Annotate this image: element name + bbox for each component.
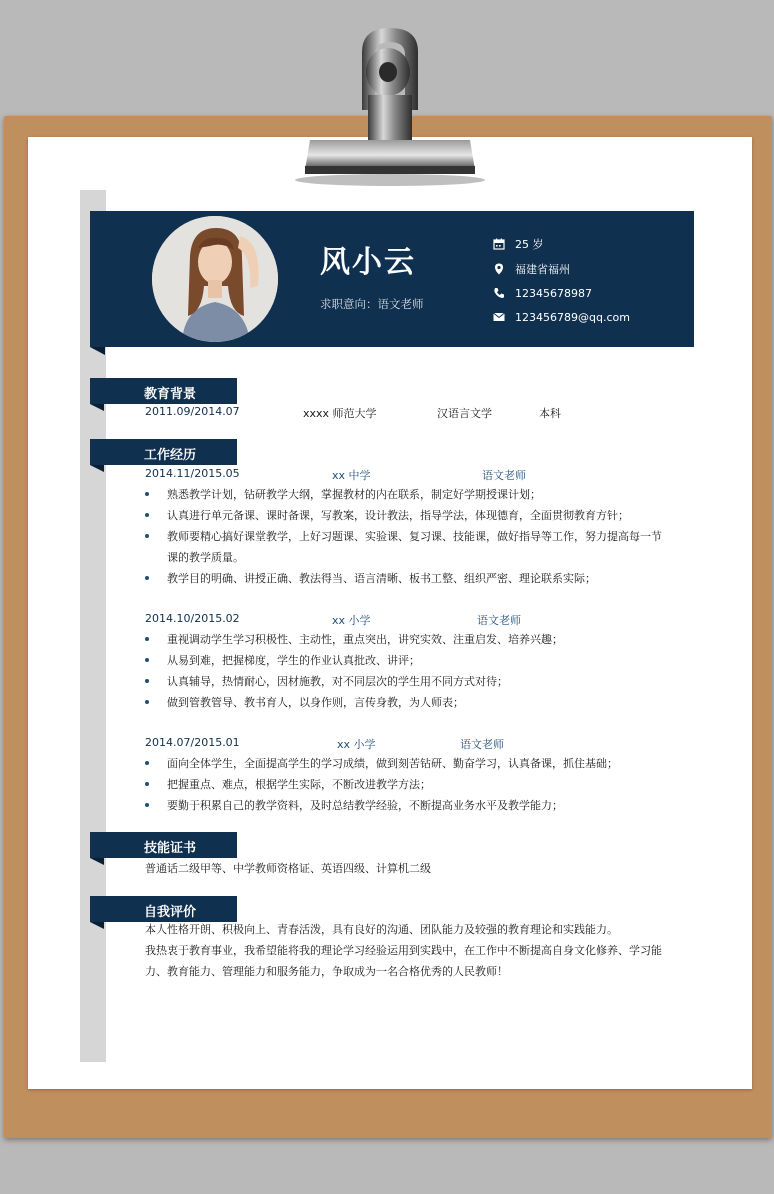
- list-item-text: 认真进行单元备课、课时备课，写教案，设计教法，指导学法，体现德育，全面贯彻教育方针；: [167, 509, 629, 522]
- section-fold: [90, 922, 104, 929]
- job-3-role: 语文老师: [460, 738, 504, 751]
- list-item: [145, 795, 665, 816]
- list-item-text: 把握重点、难点，根据学生实际，不断改进教学方法；: [167, 778, 431, 791]
- section-education-label: 教育背景: [144, 387, 197, 402]
- list-item-text: 教师要精心搞好课堂教学，上好习题课、实验课、复习课、技能课，做好指导等工作，努力提高每一节课的教学质量。: [167, 530, 662, 564]
- section-education-title: [90, 378, 237, 404]
- list-item-text: 从易到难，把握梯度，学生的作业认真批改、讲评；: [167, 654, 420, 667]
- section-work-title: [90, 439, 237, 465]
- section-fold: [90, 858, 104, 865]
- list-item: [145, 753, 665, 774]
- contact-email-text: 123456789@qq.com: [515, 310, 630, 324]
- list-item: [145, 505, 665, 526]
- list-item: [145, 671, 665, 692]
- list-item: [145, 629, 665, 650]
- section-skills-label: 技能证书: [144, 841, 197, 856]
- contact-location-text: 福建省福州: [515, 263, 570, 276]
- job-3-org: xx 小学: [337, 738, 376, 751]
- section-self-label: 自我评价: [144, 905, 197, 920]
- section-fold: [90, 404, 104, 411]
- job-objective: 求职意向：语文老师: [320, 297, 424, 311]
- list-item: [145, 650, 665, 671]
- contact-email[interactable]: [493, 310, 630, 324]
- list-item-text: 教学目的明确、讲授正确、教法得当、语言清晰、板书工整、组织严密、理论联系实际；: [167, 572, 596, 585]
- phone-icon: [493, 287, 505, 299]
- list-item: [145, 484, 665, 505]
- list-item-text: 要勤于积累自己的教学资料，及时总结教学经验，不断提高业务水平及教学能力；: [167, 799, 563, 812]
- contact-phone: [493, 286, 592, 300]
- list-item: [145, 774, 665, 795]
- list-item: [145, 692, 665, 713]
- job-2-org: xx 小学: [332, 614, 371, 627]
- job-3-date: 2014.07/2015.01: [145, 736, 240, 749]
- section-fold: [90, 465, 104, 472]
- location-icon: [493, 263, 505, 275]
- education-school: xxxx 师范大学: [303, 407, 377, 420]
- contact-location: [493, 262, 570, 276]
- list-item: [145, 568, 665, 589]
- portrait-icon: [152, 216, 278, 342]
- binder-clip-icon: [0, 0, 774, 190]
- job-2-role: 语文老师: [477, 614, 521, 627]
- job-1-org: xx 中学: [332, 469, 371, 482]
- header-fold: [90, 347, 105, 355]
- contact-phone-text: 12345678987: [515, 286, 592, 300]
- contact-age-text: 25 岁: [515, 238, 544, 251]
- skills-text: 普通话二级甲等、中学教师资格证、英语四级、计算机二级: [145, 862, 431, 875]
- list-item-text: 熟悉教学计划，钻研教学大纲，掌握教材的内在联系，制定好学期授课计划；: [167, 488, 541, 501]
- candidate-name: 风小云: [320, 245, 416, 280]
- list-item-text: 认真辅导，热情耐心，因材施教，对不同层次的学生用不同方式对待；: [167, 675, 508, 688]
- job-2-date: 2014.10/2015.02: [145, 612, 240, 625]
- mail-icon: [493, 311, 505, 323]
- education-degree: 本科: [539, 407, 561, 420]
- contact-age: [493, 237, 544, 251]
- self-evaluation-line-1: 本人性格开朗、积极向上、青春活泼，具有良好的沟通、团队能力及较强的教育理论和实践能力。: [145, 923, 618, 936]
- education-date: 2011.09/2014.07: [145, 405, 240, 418]
- list-item-text: 做到管教管导、教书育人，以身作则，言传身教，为人师表；: [167, 696, 464, 709]
- avatar: [152, 216, 278, 342]
- list-item: [145, 526, 665, 568]
- job-1-role: 语文老师: [482, 469, 526, 482]
- list-item-text: 重视调动学生学习积极性、主动性，重点突出，讲究实效、注重启发、培养兴趣；: [167, 633, 563, 646]
- section-work-label: 工作经历: [144, 448, 197, 463]
- job-1-date: 2014.11/2015.05: [145, 467, 240, 480]
- self-evaluation-line-2: 我热衷于教育事业，我希望能将我的理论学习经验运用到实践中，在工作中不断提高自身文化修养、学习能力、教育能力、管理能力和服务能力，争取成为一名合格优秀的人民教师！: [145, 944, 662, 978]
- section-skills-title: [90, 832, 237, 858]
- education-major: 汉语言文学: [437, 407, 492, 420]
- calendar-icon: [493, 238, 505, 250]
- list-item-text: 面向全体学生，全面提高学生的学习成绩，做到刻苦钻研、勤奋学习，认真备课，抓住基础；: [167, 757, 618, 770]
